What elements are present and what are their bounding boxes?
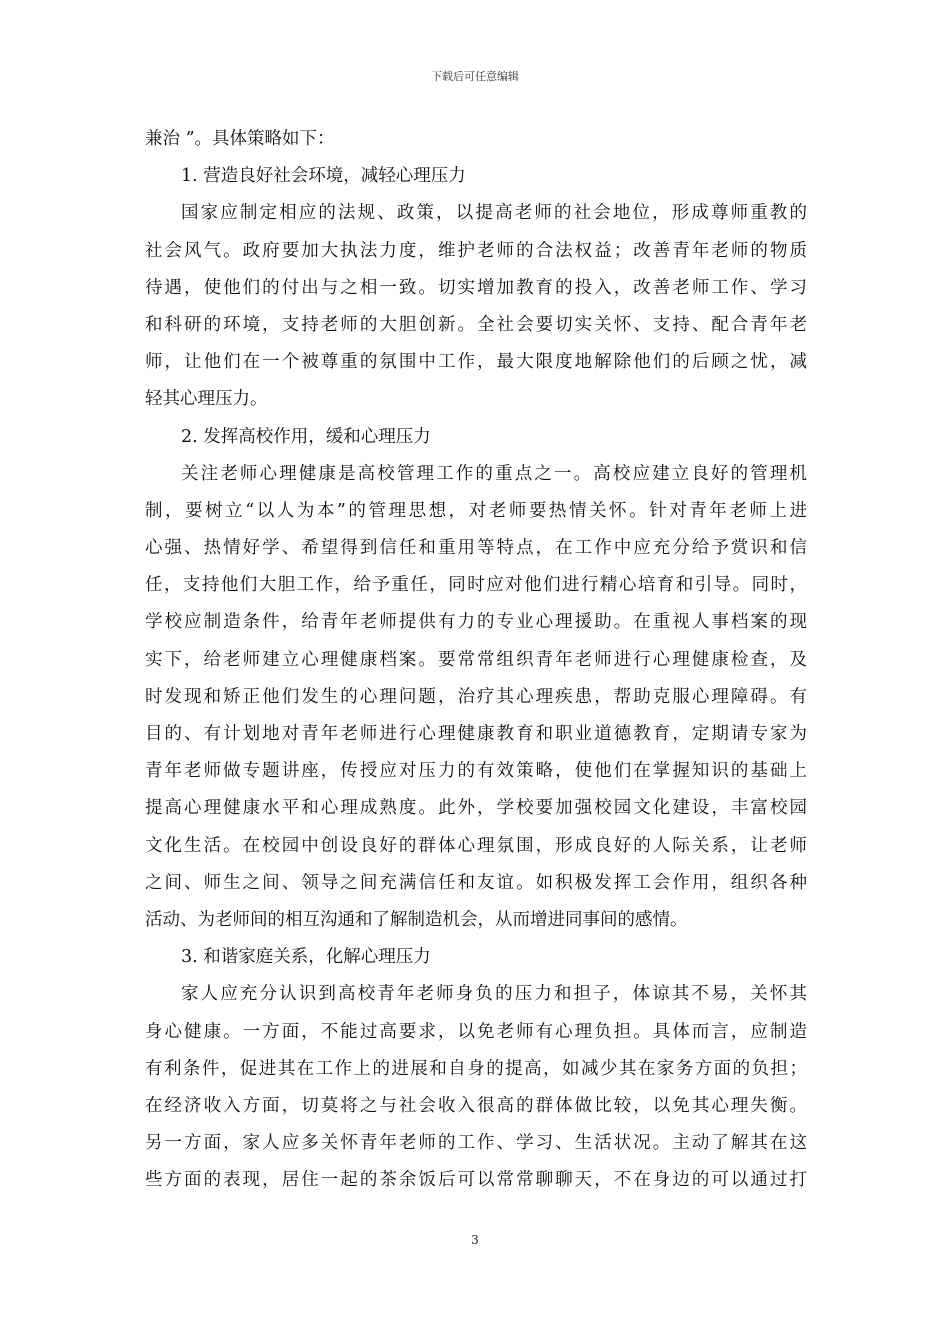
paragraph-line: 时发现和矫正他们发生的心理问题，治疗其心理疾患，帮助克服心理障碍。有 [145,686,807,707]
page-header: 下载后可任意编辑 [431,70,519,83]
paragraph-line: 活动、为老师间的相互沟通和了解制造机会，从而增进同事间的感情。 [145,909,688,930]
paragraph-line: 制，要树立“以人为本”的管理思想，对老师要热情关怀。针对青年老师上进 [145,500,807,521]
paragraph-line: 另一方面，家人应多关怀青年老师的工作、学习、生活状况。主动了解其在这 [145,1133,807,1154]
paragraph-line: 待遇，使他们的付出与之相一致。切实增加教育的投入，改善老师工作、学习 [145,277,807,298]
paragraph-line: 心强、热情好学、希望得到信任和重用等特点，在工作中应充分给予赏识和信 [145,538,807,559]
paragraph-line: 任，支持他们大胆工作，给予重任，同时应对他们进行精心培育和引导。同时， [145,575,807,596]
paragraph-line: 青年老师做专题讲座，传授应对压力的有效策略，使他们在掌握知识的基础上 [145,761,807,782]
paragraph-line: 家人应充分认识到高校青年老师身负的压力和担子，体谅其不易，关怀其 [181,984,807,1005]
paragraph-line: 身心健康。一方面，不能过高要求，以免老师有心理负担。具体而言，应制造 [145,1021,807,1042]
paragraph-line: 实下，给老师建立心理健康档案。要常常组织青年老师进行心理健康检查，及 [145,649,807,670]
paragraph-line: 国家应制定相应的法规、政策，以提高老师的社会地位，形成尊师重教的 [181,203,807,224]
section-heading: 2. 发挥高校作用，缓和心理压力 [181,426,431,447]
paragraph-line: 提高心理健康水平和心理成熟度。此外，学校要加强校园文化建设，丰富校园 [145,798,807,819]
paragraph-line: 在经济收入方面，切莫将之与社会收入很高的群体做比较，以免其心理失衡。 [145,1095,807,1116]
paragraph-line: 学校应制造条件，给青年老师提供有力的专业心理援助。在重视人事档案的现 [145,612,807,633]
document-body [145,121,807,1199]
paragraph-line: 师，让他们在一个被尊重的氛围中工作，最大限度地解除他们的后顾之忧，减 [145,352,807,373]
paragraph-line: 文化生活。在校园中创设良好的群体心理氛围，形成良好的人际关系，让老师 [145,835,807,856]
paragraph-line: 有利条件，促进其在工作上的进展和自身的提高，如减少其在家务方面的负担； [145,1058,807,1079]
paragraph-line: 社会风气。政府要加大执法力度，维护老师的合法权益；改善青年老师的物质 [145,240,807,261]
text-line: 兼治 ”。具体策略如下： [145,129,335,149]
section-heading: 3. 和谐家庭关系，化解心理压力 [181,947,431,968]
paragraph-line: 之间、师生之间、领导之间充满信任和友谊。如积极发挥工会作用，组织各种 [145,872,807,893]
page-number: 3 [471,1233,479,1247]
paragraph-line: 目的、有计划地对青年老师进行心理健康教育和职业道德教育，定期请专家为 [145,724,807,744]
paragraph-line: 些方面的表现，居住一起的茶余饭后可以常常聊聊天，不在身边的可以通过打 [145,1170,807,1191]
paragraph-line: 和科研的环境，支持老师的大胆创新。全社会要切实关怀、支持、配合青年老 [145,314,807,335]
section-heading: 1. 营造良好社会环境，减轻心理压力 [181,166,466,187]
paragraph-line: 轻其心理压力。 [145,389,268,410]
paragraph-line: 关注老师心理健康是高校管理工作的重点之一。高校应建立良好的管理机 [181,463,807,484]
